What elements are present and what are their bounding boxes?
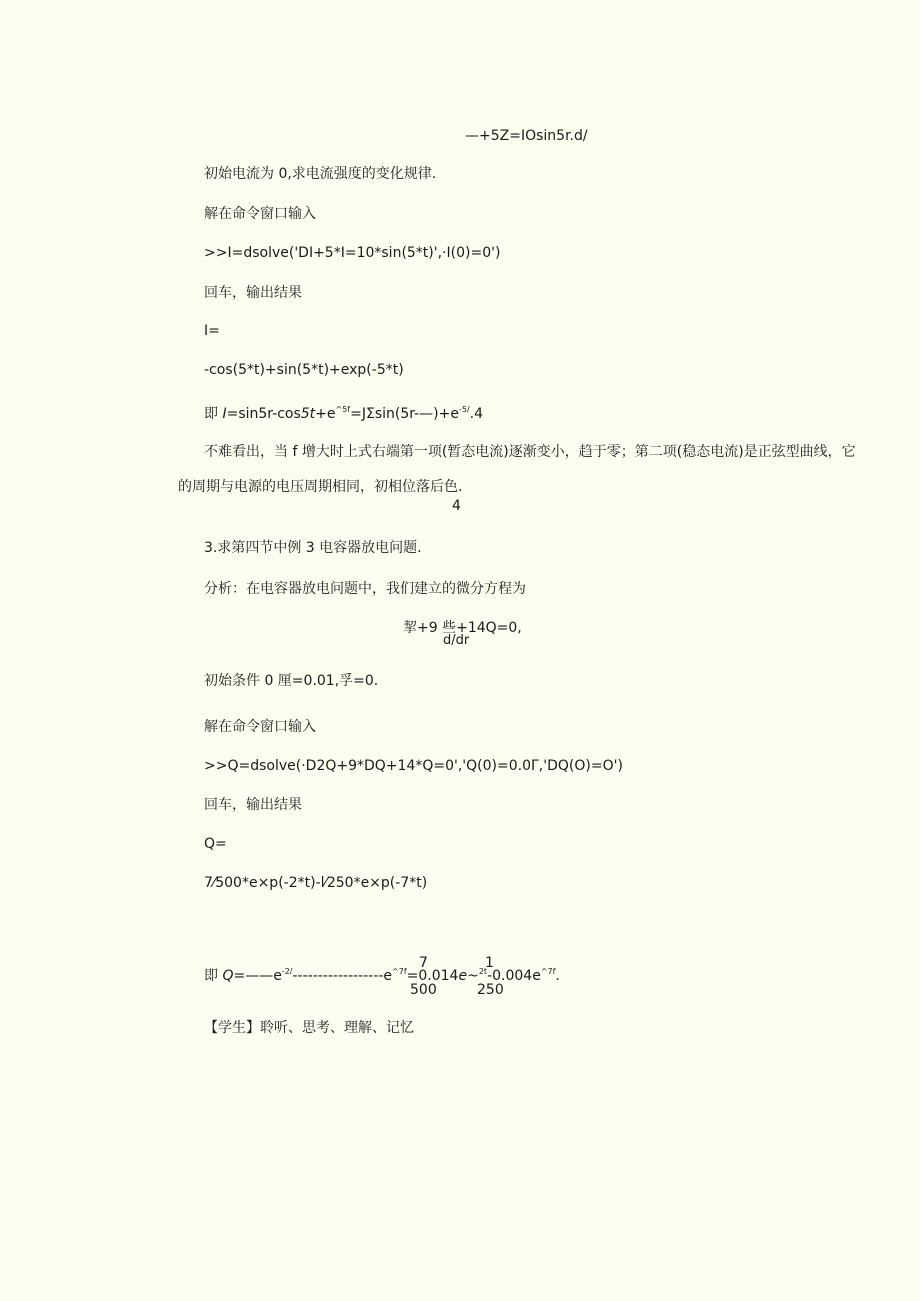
fraction-numerator-7: 7 [419, 955, 428, 971]
equation-charge-solution: 即 $Q=——e^{-2/}------------------e^{\^{}7f}=0.014e\sim^{2t}-0.004e^{\^{}7f}$. [204, 967, 560, 984]
output-expression-q: 7⁄500*e×p(-2*t)-l⁄250*e×p(-7*t) [204, 875, 428, 891]
fraction-denominator-4: 4 [452, 498, 461, 514]
paragraph-student-activity: 【学生】聆听、思考、理解、记忆 [204, 1020, 414, 1036]
equation-differential: 挈+9 些+14Q=0, [403, 620, 522, 636]
output-expression-i: -cos(5*t)+sin(5*t)+exp(-5*t) [204, 362, 404, 378]
paragraph-analysis-line-2: 的周期与电源的电压周期相同，初相位落后色. [178, 479, 463, 495]
fraction-numerator-1: 1 [485, 955, 494, 971]
output-variable-i: I= [204, 323, 220, 339]
paragraph-initial-current: 初始电流为 0,求电流强度的变化规律. [204, 166, 437, 182]
fraction-denominator-500: 500 [410, 982, 437, 998]
equation-current-solution: 即 $I=\sin 5r-\cos 5t+e^{\^{}5f}=J\Sigma\sin(5r-—)+e^{-5/}.4$ [204, 405, 484, 422]
paragraph-solution-input-1: 解在命令窗口输入 [204, 206, 316, 222]
equation-line-1: —+5Z=IOsin5r.d/ [465, 128, 588, 144]
paragraph-solution-input-2: 解在命令窗口输入 [204, 719, 316, 735]
paragraph-analysis-line-1: 不难看出，当 f 增大时上式右端第一项(暂态电流)逐渐变小，趋于零；第二项(稳态电流)是正弦型曲线，它 [204, 444, 856, 460]
paragraph-analysis-capacitor: 分析：在电容器放电问题中，我们建立的微分方程为 [204, 581, 526, 597]
paragraph-initial-conditions: 初始条件 0 厘=0.01,孚=0. [204, 673, 379, 689]
output-variable-q: Q= [204, 836, 227, 852]
paragraph-output-result-1: 回车，输出结果 [204, 285, 302, 301]
fraction-denominator-250: 250 [477, 982, 504, 998]
section-heading-3: 3.求第四节中例 3 电容器放电问题. [204, 540, 422, 556]
command-dsolve-current: >>I=dsolve('DI+5*I=10*sin(5*t)',·I(0)=0') [204, 245, 501, 261]
command-dsolve-charge: >>Q=dsolve(·D2Q+9*DQ+14*Q=0','Q(0)=0.0Γ,'DQ(O)=O') [204, 758, 623, 774]
paragraph-output-result-2: 回车，输出结果 [204, 797, 302, 813]
equation-differential-denominator: d/dr [443, 633, 470, 648]
